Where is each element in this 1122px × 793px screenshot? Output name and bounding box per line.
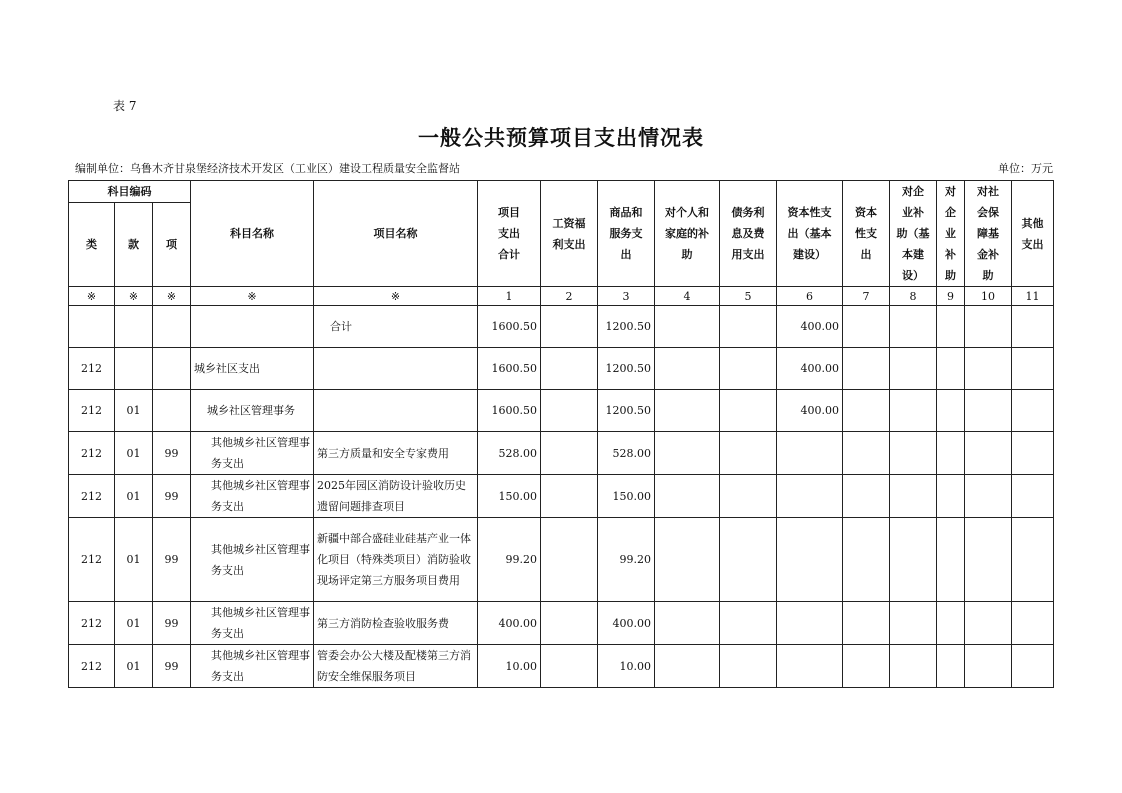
index-cell: ※: [314, 287, 478, 306]
cell-wage: [541, 518, 598, 602]
cell-total: 1600.50: [478, 306, 541, 348]
cell-capital: [843, 475, 890, 518]
cell-lei: 212: [69, 390, 115, 432]
header-goods-label: 商品和 服务支 出: [609, 206, 643, 261]
cell-social: [965, 645, 1012, 688]
cell-subject-name: 城乡社区管理事务: [191, 390, 314, 432]
cell-lei: 212: [69, 348, 115, 390]
cell-xiang: 99: [153, 602, 191, 645]
cell-social: [965, 306, 1012, 348]
cell-subject-name: 其他城乡社区管理事务支出: [191, 432, 314, 475]
cell-kuan: [115, 348, 153, 390]
cell-xiang: [153, 306, 191, 348]
cell-enterprise-basic: [890, 602, 937, 645]
header-enterprise-label: 对 企 业 补 助: [945, 185, 956, 282]
cell-kuan: [115, 306, 153, 348]
table-row: [69, 475, 1054, 518]
header-capital-label: 资本 性支 出: [855, 206, 877, 261]
index-cell: ※: [153, 287, 191, 306]
cell-capital-basic: [777, 432, 843, 475]
index-row: [69, 287, 1054, 306]
cell-enterprise-basic: [890, 475, 937, 518]
cell-other: [1012, 306, 1054, 348]
cell-kuan: 01: [115, 645, 153, 688]
cell-project-name: 第三方消防检查验收服务费: [314, 602, 478, 645]
cell-personal: [655, 348, 720, 390]
index-cell: 6: [777, 287, 843, 306]
cell-wage: [541, 306, 598, 348]
header-enterprise-basic-label: 对企 业补 助（基 本建 设）: [896, 185, 930, 282]
cell-capital: [843, 602, 890, 645]
cell-kuan: 01: [115, 432, 153, 475]
cell-enterprise-basic: [890, 348, 937, 390]
table-row: [69, 348, 1054, 390]
cell-social: [965, 602, 1012, 645]
header-wage: [541, 181, 598, 287]
cell-total: 150.00: [478, 475, 541, 518]
cell-project-name: 新疆中部合盛硅业硅基产业一体化项目（特殊类项目）消防验收现场评定第三方服务项目费用: [314, 518, 478, 602]
cell-wage: [541, 432, 598, 475]
index-cell: 10: [965, 287, 1012, 306]
cell-goods: 400.00: [598, 602, 655, 645]
table-row: [69, 390, 1054, 432]
cell-goods: 150.00: [598, 475, 655, 518]
table-row: [69, 645, 1054, 688]
cell-capital: [843, 390, 890, 432]
meta-row: [75, 160, 1053, 176]
cell-total: 400.00: [478, 602, 541, 645]
header-row-top: [69, 181, 1054, 203]
cell-personal: [655, 475, 720, 518]
cell-capital-basic: 400.00: [777, 348, 843, 390]
cell-kuan: 01: [115, 390, 153, 432]
cell-enterprise-basic: [890, 645, 937, 688]
header-capital-basic-label: 资本性支 出（基本 建设）: [787, 206, 832, 261]
header-social-label: 对社 会保 障基 金补 助: [977, 185, 999, 282]
cell-capital: [843, 306, 890, 348]
table-row: [69, 602, 1054, 645]
header-xiang: 项: [153, 203, 191, 287]
cell-kuan: 01: [115, 602, 153, 645]
cell-wage: [541, 645, 598, 688]
index-cell: 5: [720, 287, 777, 306]
cell-goods: 1200.50: [598, 306, 655, 348]
index-cell: 4: [655, 287, 720, 306]
cell-capital-basic: [777, 475, 843, 518]
cell-debt: [720, 390, 777, 432]
table-row: [69, 306, 1054, 348]
cell-personal: [655, 432, 720, 475]
cell-total: 1600.50: [478, 348, 541, 390]
cell-project-name: 第三方质量和安全专家费用: [314, 432, 478, 475]
org-label: 编制单位：乌鲁木齐甘泉堡经济技术开发区（工业区）建设工程质量安全监督站: [75, 162, 460, 175]
cell-xiang: 99: [153, 518, 191, 602]
cell-personal: [655, 306, 720, 348]
index-cell: 7: [843, 287, 890, 306]
cell-debt: [720, 306, 777, 348]
header-total-label: 项目 支出 合计: [498, 206, 520, 261]
header-kuan: 款: [115, 203, 153, 287]
header-wage-label: 工资福 利支出: [552, 216, 586, 251]
cell-enterprise-basic: [890, 518, 937, 602]
header-other-label: 其他 支出: [1021, 216, 1044, 251]
header-personal: [655, 181, 720, 287]
header-enterprise-basic: [890, 181, 937, 287]
cell-capital-basic: 400.00: [777, 306, 843, 348]
cell-wage: [541, 475, 598, 518]
cell-debt: [720, 475, 777, 518]
cell-capital-basic: [777, 602, 843, 645]
header-subject-name: 科目名称: [191, 181, 314, 287]
cell-other: [1012, 602, 1054, 645]
cell-lei: 212: [69, 518, 115, 602]
cell-goods: 10.00: [598, 645, 655, 688]
cell-wage: [541, 390, 598, 432]
cell-wage: [541, 602, 598, 645]
cell-xiang: 99: [153, 432, 191, 475]
cell-lei: 212: [69, 602, 115, 645]
cell-enterprise: [937, 602, 965, 645]
cell-social: [965, 475, 1012, 518]
cell-project-name: [314, 348, 478, 390]
cell-capital: [843, 432, 890, 475]
cell-debt: [720, 432, 777, 475]
cell-capital: [843, 645, 890, 688]
cell-enterprise-basic: [890, 306, 937, 348]
cell-other: [1012, 348, 1054, 390]
cell-kuan: 01: [115, 518, 153, 602]
cell-goods: 528.00: [598, 432, 655, 475]
cell-social: [965, 348, 1012, 390]
table-row: [69, 432, 1054, 475]
cell-project-name: 合计: [314, 306, 478, 348]
cell-kuan: 01: [115, 475, 153, 518]
cell-enterprise-basic: [890, 390, 937, 432]
cell-project-name: 管委会办公大楼及配楼第三方消防安全维保服务项目: [314, 645, 478, 688]
cell-enterprise-basic: [890, 432, 937, 475]
cell-debt: [720, 348, 777, 390]
cell-wage: [541, 348, 598, 390]
cell-xiang: [153, 390, 191, 432]
index-cell: 8: [890, 287, 937, 306]
cell-social: [965, 390, 1012, 432]
index-cell: 3: [598, 287, 655, 306]
cell-personal: [655, 645, 720, 688]
table-number: 表 7: [113, 99, 137, 113]
cell-social: [965, 518, 1012, 602]
index-cell: 9: [937, 287, 965, 306]
cell-project-name: [314, 390, 478, 432]
cell-capital-basic: [777, 645, 843, 688]
cell-other: [1012, 475, 1054, 518]
index-cell: 11: [1012, 287, 1054, 306]
cell-capital-basic: 400.00: [777, 390, 843, 432]
table-row: [69, 518, 1054, 602]
cell-xiang: 99: [153, 645, 191, 688]
cell-lei: 212: [69, 432, 115, 475]
cell-total: 528.00: [478, 432, 541, 475]
cell-subject-name: 其他城乡社区管理事务支出: [191, 475, 314, 518]
index-cell: 2: [541, 287, 598, 306]
cell-subject-name: 其他城乡社区管理事务支出: [191, 602, 314, 645]
cell-subject-name: 其他城乡社区管理事务支出: [191, 645, 314, 688]
header-total: [478, 181, 541, 287]
cell-enterprise: [937, 348, 965, 390]
page-title: 一般公共预算项目支出情况表: [418, 126, 704, 150]
cell-personal: [655, 602, 720, 645]
cell-other: [1012, 432, 1054, 475]
cell-xiang: [153, 348, 191, 390]
cell-social: [965, 432, 1012, 475]
cell-enterprise: [937, 645, 965, 688]
header-other: [1012, 181, 1054, 287]
budget-table: [68, 180, 1054, 688]
cell-enterprise: [937, 306, 965, 348]
cell-personal: [655, 518, 720, 602]
header-lei: 类: [69, 203, 115, 287]
header-social: [965, 181, 1012, 287]
cell-subject-name: 城乡社区支出: [191, 348, 314, 390]
cell-debt: [720, 645, 777, 688]
header-goods: [598, 181, 655, 287]
cell-other: [1012, 390, 1054, 432]
cell-lei: 212: [69, 645, 115, 688]
index-cell: ※: [191, 287, 314, 306]
cell-personal: [655, 390, 720, 432]
cell-enterprise: [937, 390, 965, 432]
cell-subject-name: [191, 306, 314, 348]
cell-lei: 212: [69, 475, 115, 518]
header-debt-label: 债务利 息及费 用支出: [731, 206, 765, 261]
cell-debt: [720, 602, 777, 645]
cell-other: [1012, 645, 1054, 688]
header-capital-basic: [777, 181, 843, 287]
cell-capital: [843, 518, 890, 602]
cell-capital: [843, 348, 890, 390]
header-subject-code: 科目编码: [69, 181, 191, 203]
cell-xiang: 99: [153, 475, 191, 518]
cell-total: 99.20: [478, 518, 541, 602]
cell-goods: 1200.50: [598, 348, 655, 390]
cell-total: 10.00: [478, 645, 541, 688]
cell-enterprise: [937, 518, 965, 602]
unit-label: 单位：万元: [998, 162, 1053, 175]
header-enterprise: [937, 181, 965, 287]
cell-project-name: 2025年园区消防设计验收历史遗留问题排查项目: [314, 475, 478, 518]
index-cell: 1: [478, 287, 541, 306]
cell-goods: 1200.50: [598, 390, 655, 432]
cell-enterprise: [937, 475, 965, 518]
cell-other: [1012, 518, 1054, 602]
cell-capital-basic: [777, 518, 843, 602]
header-capital: [843, 181, 890, 287]
cell-lei: [69, 306, 115, 348]
cell-total: 1600.50: [478, 390, 541, 432]
cell-debt: [720, 518, 777, 602]
cell-enterprise: [937, 432, 965, 475]
cell-subject-name: 其他城乡社区管理事务支出: [191, 518, 314, 602]
cell-goods: 99.20: [598, 518, 655, 602]
header-personal-label: 对个人和 家庭的补 助: [665, 206, 709, 261]
header-project-name: 项目名称: [314, 181, 478, 287]
header-debt: [720, 181, 777, 287]
index-cell: ※: [115, 287, 153, 306]
index-cell: ※: [69, 287, 115, 306]
